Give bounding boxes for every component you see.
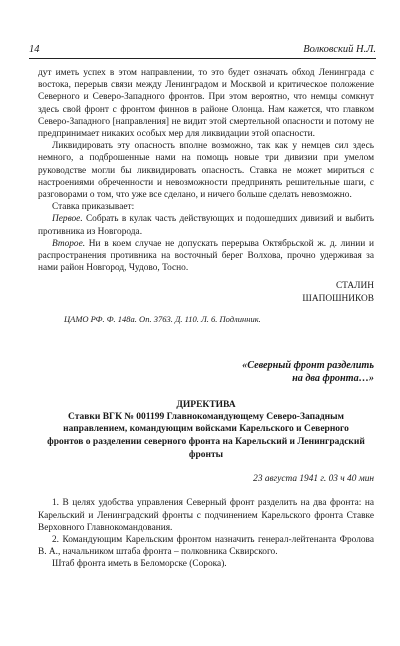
archive-reference: ЦАМО РФ. Ф. 148а. Оп. 3763. Д. 110. Л. 6. Подлинник. [64, 314, 261, 325]
directive-item: Штаб фронта иметь в Беломорске (Сорока). [52, 559, 227, 570]
epigraph-line: на два фронта…» [292, 372, 374, 384]
order-text: Ни в коем случае не допускать перерыва Октябрьской ж. д. линии и распространения противника на восточный берег Волхова, прочно удерживая за нами район Новгород, Чудово, Тосно. [38, 238, 374, 274]
signature-stalin: СТАЛИН [335, 281, 374, 292]
running-header [29, 44, 376, 55]
running-author: Волковский Н.Л. [303, 44, 376, 55]
signature-block [38, 280, 374, 305]
directive-item: 2. Командующим Карельским фронтом назначить генерал-лейтенанта Фролова В. А., начальником штаба фронта – полковника Сквирского. [38, 535, 374, 558]
directive-subtitle: Ставки ВГК № 001199 Главнокомандующему Северо-Западным направлением, командующим войсками Карельского и Северного фронтов о разделении северного фронта на Карельский и Ленинградский фронты [47, 411, 365, 460]
section-epigraph [38, 359, 374, 385]
paragraph: дут иметь успех в этом направлении, то это будет означать обход Ленинграда с востока, перерыв связи между Ленинградом и Москвой и критическое положение Северного и Северо-Западного фронтов. При этом вероятно, что немцы сомкнут здесь свой фронт с фронтом финнов в районе Олонца. Нам кажется, что главком Северо-Западного [направления] не видит этой смертельной опасности и потому не предпринимает никаких особых мер для ликвидации этой опасности. [38, 68, 374, 140]
order-label: Второе. [52, 238, 86, 249]
order-label: Первое. [52, 214, 83, 225]
directive-date: 23 августа 1941 г. 03 ч 40 мин [253, 474, 374, 485]
order-first [38, 213, 374, 237]
page-number: 14 [29, 44, 40, 55]
order-second [38, 238, 374, 275]
directive-title: ДИРЕКТИВА [176, 399, 236, 410]
paragraph: Ставка приказывает: [52, 202, 135, 213]
paragraph: Ликвидировать эту опасность вполне возможно, так как у немцев сил здесь немного, а подброшенные нами на помощь новые три дивизии при умелом руководстве могли бы ликвидировать опасность. Ставка не может мириться с настроениями обреченности и невозможности предпринять решительные шаги, с разговорами о том, что уже все сделано, и ничего больше сделать невозможно. [38, 141, 374, 201]
spacer [38, 485, 374, 497]
order-text: Собрать в кулак часть действующих и подошедших дивизий и выбить противника из Новгорода. [38, 214, 374, 237]
signature-shaposhnikov: ШАПОШНИКОВ [302, 293, 374, 304]
page-body [38, 67, 374, 571]
directive-item: 1. В целях удобства управления Северный фронт разделить на два фронта: на Карельский и Ленинградский фронты с подчинением Карельского фронта Ставке Верховного Главнокомандования. [38, 498, 374, 533]
header-rule [29, 58, 376, 59]
epigraph-line: «Северный фронт разделить [242, 359, 374, 371]
